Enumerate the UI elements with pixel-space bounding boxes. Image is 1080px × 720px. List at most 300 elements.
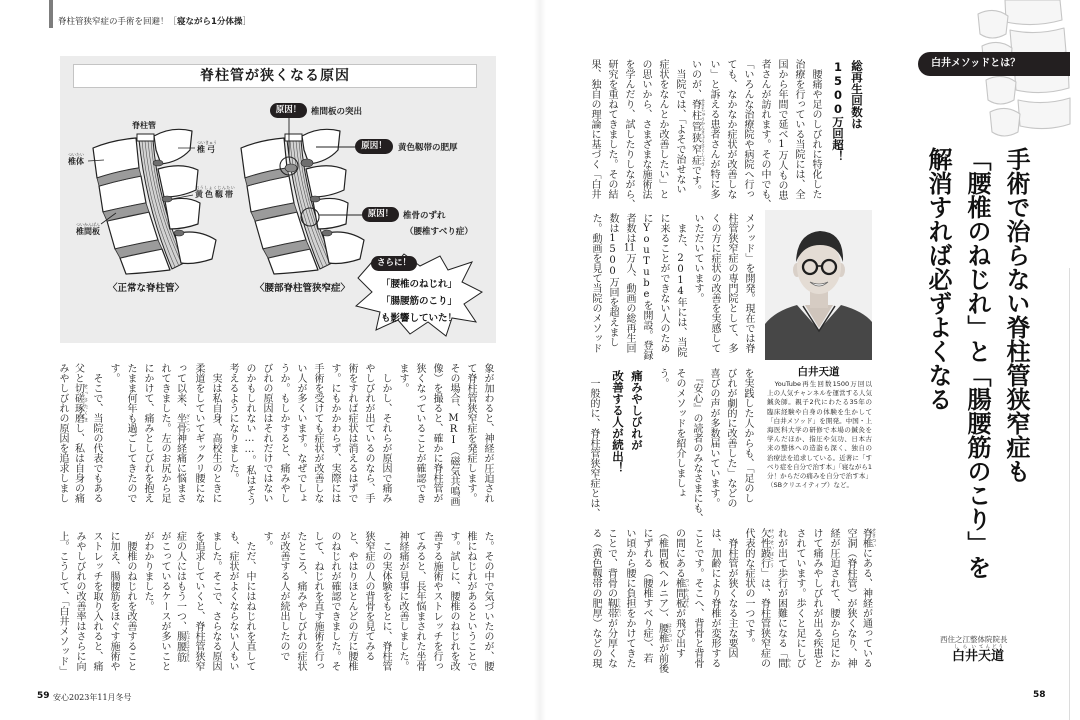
text-run: を学んだり、試したりしながら、: [623, 59, 634, 209]
text-column: [377, 531, 394, 681]
ruby-base: 脊椎: [860, 528, 872, 548]
profile-name: 白井天道: [797, 366, 840, 378]
heading-line: [847, 60, 866, 200]
text-run: 象が加わると、神経が圧迫され: [482, 363, 493, 503]
label-yellow-ligament: [195, 185, 235, 200]
cause-disc-protrusion: 椎間板の突出: [311, 107, 363, 117]
text-column: [637, 59, 654, 204]
text-run: た。その中で気づいたのが、腰: [482, 531, 493, 671]
text-run: の間にある: [673, 528, 685, 578]
text-run: ました。そこで、さらなる原因: [210, 531, 221, 671]
text-run: 改善する人が続出！: [611, 370, 625, 474]
body-text-tier: [54, 363, 496, 513]
heading-line: [828, 60, 847, 200]
running-header-bar: [49, 0, 53, 28]
name-reading: しらい: [952, 645, 978, 650]
text-column: [360, 531, 377, 681]
text-run: が飛び出す: [673, 608, 685, 658]
text-run: 腰椎のねじれを改善すること: [125, 531, 136, 671]
disc-protrusion: [285, 164, 297, 172]
label-text: 黄色靱帯: [195, 190, 235, 199]
ruby-word: [72, 383, 88, 423]
text-column: [774, 528, 791, 688]
text-column: [621, 213, 638, 353]
bio-line: [767, 444, 872, 453]
text-column: [671, 368, 688, 518]
text-run: す。: [261, 531, 272, 551]
text-run: 数は1500万回を超えまし: [607, 213, 618, 347]
text-column: [241, 363, 258, 513]
text-run: にある、神経が通っている: [860, 548, 872, 668]
text-column: [705, 368, 722, 518]
text-run: 上の人気チャンネルを運営する人気: [767, 389, 872, 398]
text-column: [88, 363, 105, 513]
text-run: 父と: [72, 363, 84, 383]
text-run: 上。こうして、「白井メソッド」: [57, 531, 68, 676]
text-column: [190, 531, 207, 681]
ruby-reading: じんたい: [616, 598, 621, 618]
label-reading: ついかんばん: [76, 222, 100, 227]
more-badge: さらに！: [371, 256, 417, 271]
text-column: [292, 363, 309, 513]
text-run: 経が圧迫されて、腰から足にか: [828, 528, 839, 668]
text-column: [156, 363, 173, 513]
text-column: [825, 528, 842, 688]
running-header: [58, 17, 251, 28]
text-run: その場合、MRI（磁気共鳴画: [448, 363, 459, 506]
text-run: 脊柱管が狭くなる主な要因: [726, 528, 737, 658]
upright-number: 11: [624, 243, 635, 253]
text-column: [479, 531, 496, 681]
text-column: [258, 363, 275, 513]
text-run: みやしびれの原因を追求しまし: [57, 363, 68, 503]
ruby-base: 欠性跛行: [758, 528, 770, 568]
text-column: [224, 363, 241, 513]
text-column: [360, 363, 377, 513]
text-column: [326, 363, 343, 513]
bracket-close: ］: [242, 17, 251, 27]
text-column: [394, 363, 411, 513]
text-run: 治療を行っている当院には、全: [793, 59, 804, 199]
title-line: [957, 147, 996, 587]
text-column: [621, 528, 638, 688]
text-column: [343, 531, 360, 681]
text-run: くの方に症状の改善を実感して: [709, 213, 720, 353]
section-tag: 白井メソッドとは？: [918, 52, 1070, 76]
text-run: ことです。そこへ、背骨と背骨: [692, 528, 703, 668]
text-run: しかし、それらが原因で痛み: [380, 363, 391, 503]
text-column: [309, 363, 326, 513]
burst-text-line: も影響していた！: [380, 313, 457, 324]
text-column: [672, 528, 689, 688]
section-heading: [828, 60, 866, 200]
text-run: い頃から腰に負担をかけてきた: [624, 528, 635, 668]
text-run: す。試しに、腰椎のねじれを改: [448, 531, 459, 671]
text-column: [604, 528, 621, 688]
text-run: そこで、当院の代表でもある: [91, 363, 102, 503]
text-column: [603, 59, 620, 204]
label-text: 椎体: [68, 157, 84, 166]
text-run: うか。もしかすると、痛みやし: [278, 363, 289, 503]
ruby-base: 腰椎: [656, 623, 668, 643]
name-reading: てんどう: [978, 645, 1005, 650]
text-run: たところ、痛みやしびれの症状: [295, 531, 306, 671]
text-column: [688, 368, 705, 523]
ruby-reading: けつせいはこう: [769, 528, 774, 568]
text-column: [275, 531, 292, 681]
text-run: 喜びの声が多数届いています。: [708, 368, 719, 508]
text-run: （SBクリエイティブ）など。: [767, 481, 854, 490]
text-run: また、2014年には、当院: [675, 213, 686, 357]
text-column: [139, 363, 156, 513]
text-column: [756, 59, 773, 209]
ruby-word: [605, 598, 621, 618]
text-run: 善する施術やストレッチを行っ: [431, 531, 442, 671]
text-column: [71, 531, 88, 681]
text-column: [672, 213, 689, 357]
text-column: [411, 531, 428, 681]
label-intervertebral-disc: [76, 222, 100, 237]
bio-line: [767, 398, 872, 407]
ruby-base: 腸腰筋: [174, 630, 186, 663]
text-run: 臨床経験や自身の体験を生かして: [767, 407, 872, 416]
text-run: 万人、動画の総再生回: [624, 253, 635, 353]
text-column: [723, 213, 740, 353]
ruby-word: [860, 528, 876, 548]
cause-badge: 原因！: [355, 139, 393, 154]
text-run: を追求していくと、脊柱管狭窄: [193, 531, 204, 671]
text-run: 実は私自身、高校生のときに: [210, 363, 221, 503]
body-text-tier: [654, 368, 756, 523]
text-run: 神経痛が見事に改善しました。: [397, 531, 408, 671]
text-column: [275, 363, 292, 513]
text-run: いただいています。: [692, 213, 703, 303]
text-column: [54, 363, 71, 513]
text-run: みやしびれの改善率はさらに向: [74, 531, 85, 671]
byline-role: 西住之江整体院院長: [940, 635, 1008, 644]
ruby-reading: せきちゅうかんきょうさくしょう: [700, 98, 705, 166]
text-column: [842, 528, 859, 688]
text-run: びれが劇的に改善した」などの: [725, 368, 736, 508]
text-column: [688, 59, 705, 204]
page-gutter: [534, 0, 546, 720]
text-column: [224, 531, 241, 681]
ruby-reading: せきつい: [871, 528, 876, 548]
text-run: YouTube再生回数1500万回以: [767, 380, 872, 388]
ruby-word: [174, 413, 190, 433]
text-column: [604, 213, 621, 348]
label-reading: おうしょくじんたい: [195, 185, 235, 190]
text-column: [705, 59, 722, 204]
text-run: メソッド」を開発。現在では脊: [743, 213, 754, 353]
text-run: 分！からだの痛みを自分で治す本」: [767, 472, 872, 481]
text-run: がわかりました。: [142, 531, 153, 611]
thickened-ligament: [301, 159, 313, 167]
text-column: [585, 368, 602, 518]
ruby-base: 間: [775, 658, 787, 668]
ruby-word: [174, 630, 190, 663]
text-run: 神経痛に悩まさ: [174, 433, 186, 503]
page-number-right: 58: [1033, 690, 1046, 700]
text-run: にずれる（腰椎すべり症）、若: [641, 528, 652, 663]
text-run: 椎にねじれがあるということで: [465, 531, 476, 671]
text-column: [740, 213, 757, 353]
text-run: に来ることができない人のため: [658, 213, 669, 353]
issue-label: 安心2023年11月冬号: [53, 693, 132, 702]
section-heading: [608, 370, 646, 510]
caption-stenosis-spine: 〈腰部脊柱管狭窄症〉: [255, 283, 351, 294]
text-run: のねじれが確認できました。そ: [329, 531, 340, 671]
title-line: [918, 147, 957, 587]
text-run: い人が多くいます。なぜでしょ: [295, 363, 306, 503]
text-run: 解消すれば必ずよくなる: [924, 147, 952, 411]
text-column: [740, 528, 757, 688]
text-run: て脊柱管狭窄症を発症します。: [465, 363, 476, 503]
article-title: [918, 147, 1035, 587]
text-run: この実体験をもとに、脊柱管: [380, 531, 391, 671]
text-run: 狭窄症の人の背骨を見てみる: [363, 531, 374, 661]
cause-badge: 原因！: [362, 207, 399, 222]
text-run: 症の人にはもう一つ、: [174, 531, 186, 631]
text-run: 研究を重ねてきました。その結: [606, 59, 617, 199]
text-column: [689, 213, 706, 348]
running-header-emphasis: 寝ながら1分体操: [177, 17, 243, 27]
running-header-title: 脊柱管狭窄症の手術を回避！: [58, 17, 169, 27]
text-column: [173, 531, 190, 681]
name-part: 天道: [978, 649, 1005, 664]
text-run: 狭くなっていることが確認でき: [414, 363, 425, 503]
text-column: [207, 531, 224, 681]
ruby-word: [656, 623, 672, 643]
body-text-tier: [585, 368, 602, 518]
text-run: す。にもかかわらず、実際には: [329, 363, 340, 503]
text-column: [428, 363, 445, 513]
text-column: [122, 363, 139, 513]
text-run: 海医科大学の研修で本場の鍼灸を: [767, 426, 872, 435]
text-run: 総再生回数は: [850, 60, 864, 129]
text-run: ことで、背骨の: [605, 528, 617, 598]
text-run: べり症を自分で治す本」「寝ながら1: [767, 462, 872, 471]
text-run: す。: [108, 363, 119, 383]
text-run: 手術を受けても症状が改善しな: [312, 363, 323, 503]
text-column: [654, 59, 671, 204]
text-column: [411, 363, 428, 513]
text-column: [54, 531, 71, 681]
text-column: [394, 531, 411, 681]
text-column: [706, 213, 723, 353]
text-column: [791, 528, 808, 688]
text-run: やしびれが出ているのなら、手: [363, 363, 374, 503]
text-column: [207, 363, 224, 513]
text-run: に加え、腸腰筋をほぐす施術や: [108, 531, 119, 671]
text-run: 鍼灸師。親子2代にわたる35年の: [767, 398, 872, 407]
page-number-left: 59: [37, 691, 50, 701]
text-run: 手術で治らない脊柱管狭窄症も: [1002, 147, 1030, 483]
cause-vertebral-slip: 椎骨のずれ: [403, 211, 446, 221]
text-column: [722, 368, 739, 518]
text-column: [139, 531, 156, 681]
text-run: が改善する人が続出したので: [278, 531, 289, 661]
burst-text-line: 「腸腰筋のこり」: [380, 296, 457, 307]
text-column: [655, 528, 672, 688]
text-run: です。: [689, 165, 701, 196]
text-column: [807, 59, 824, 204]
text-run: ストレッチを取り入れると、痛: [91, 531, 102, 671]
label-vertebral-body: [68, 152, 84, 167]
text-column: [655, 213, 672, 353]
text-run: いのが、: [689, 59, 701, 99]
text-run: が前後: [656, 643, 668, 673]
text-column: [859, 528, 876, 688]
text-run: 痛みやしびれが: [630, 370, 644, 451]
text-run: そのメソッドを紹介しましょ: [674, 368, 685, 498]
text-run: びれの原因はそれだけではない: [261, 363, 272, 503]
text-run: にかけて、痛みとしびれを抱え: [142, 363, 153, 503]
text-column: [377, 363, 394, 513]
ruby-word: [689, 98, 705, 166]
text-column: [445, 531, 462, 681]
text-column: [122, 531, 139, 681]
text-run: にYouTubeを開設。登録: [641, 213, 652, 360]
ruby-base: 坐骨: [174, 413, 186, 433]
text-column: [343, 363, 360, 513]
text-column: [445, 363, 462, 513]
text-column: [173, 363, 190, 513]
cause-vertebral-slip-note: （腰椎すべり症）: [405, 227, 473, 237]
text-column: [620, 59, 637, 209]
text-run: た。動画を見て当院のメソッド: [590, 213, 601, 353]
ruby-base: 靱帯: [605, 598, 617, 618]
page-edge-line: [1069, 268, 1070, 720]
heading-line: [608, 370, 627, 510]
text-run: 『安心』の読者のみなさまにも、: [691, 368, 702, 523]
label-text: 椎間板: [76, 227, 100, 236]
text-column: [258, 531, 275, 681]
cause-ligament-thickening: 黄色靱帯の肥厚: [398, 143, 458, 153]
text-run: てみると、長年悩まされた坐骨: [414, 531, 425, 671]
text-column: [105, 363, 122, 513]
text-column: [292, 531, 309, 681]
text-run: も、症状がよくならない人もい: [227, 531, 238, 671]
text-run: がこっているケースが多いこと: [159, 531, 170, 671]
ruby-base: 脊柱管狭窄症: [689, 98, 701, 166]
text-run: 「腰椎のねじれ」と「腸腰筋のこり」を: [963, 147, 991, 579]
body-text-tier: [587, 528, 876, 688]
ruby-base: 切磋琢磨: [72, 383, 84, 423]
text-run: って以来、: [174, 363, 186, 413]
text-column: [808, 528, 825, 688]
bio-line: [767, 408, 872, 417]
ruby-reading: ようつい: [667, 623, 672, 643]
text-run: 果、独自の理論に基づく「白井: [589, 59, 600, 199]
text-run: 「いろんな治療院や病院へ行っ: [742, 59, 753, 199]
text-column: [739, 59, 756, 204]
text-column: [586, 59, 603, 204]
label-vertebral-arch: [197, 140, 217, 155]
ruby-reading: かん: [786, 658, 791, 668]
bio-line: [767, 481, 872, 490]
profile-bio: [767, 380, 872, 490]
text-run: れてきました。左のお尻から足: [159, 363, 170, 503]
text-column: [428, 531, 445, 681]
text-column: [587, 213, 604, 353]
title-line: [996, 147, 1035, 587]
text-column: [88, 531, 105, 681]
text-run: い」と訴える患者さんが特に多: [708, 59, 719, 199]
label-text: 椎弓: [197, 145, 217, 154]
text-run: 当院では、「よそで治せない: [674, 59, 685, 194]
text-run: のかもしれない……。私はそう: [244, 363, 255, 505]
bio-line: [767, 417, 872, 426]
author-photo: [765, 210, 872, 360]
ruby-reading: ちょうようきん: [185, 630, 190, 663]
text-column: [689, 528, 706, 688]
text-column: [309, 531, 326, 681]
text-run: 像）を撮ると、確かに脊柱管が: [431, 363, 442, 503]
text-run: う。: [657, 368, 668, 388]
text-run: と、やはりほとんどの方に腰椎: [346, 531, 357, 671]
text-column: [462, 531, 479, 681]
text-column: [71, 363, 88, 513]
text-run: の思いから、さまざまな施術法: [640, 59, 651, 199]
ruby-reading: ざこつ: [185, 413, 190, 433]
text-column: [671, 59, 688, 204]
bio-line: [767, 454, 872, 463]
text-run: が分厚くな: [605, 618, 617, 668]
text-run: 代表的な症状の一つです。: [743, 528, 754, 648]
text-column: [587, 528, 604, 688]
text-run: 術をすれば症状は消えるはずで: [346, 363, 357, 503]
text-run: されています。歩くと足にしび: [794, 528, 805, 668]
text-run: 者さんが訪れます。その中でも、: [759, 59, 770, 209]
text-column: [790, 59, 807, 204]
text-run: を実践した人からも、「足のし: [742, 368, 753, 503]
text-run: （椎間板ヘルニア）、: [656, 528, 668, 623]
name-part: 白井: [952, 649, 979, 664]
text-run: 治療法を追求している。近著に「す: [767, 453, 872, 462]
text-run: ただ、中にはねじれを直して: [244, 531, 255, 671]
bracket-open: ［: [168, 17, 178, 27]
text-run: 学んだほか、指圧や気功、日本古: [767, 435, 872, 444]
text-run: ます。: [397, 363, 408, 393]
text-run: 症状をなんとか改善したい」と: [657, 59, 668, 199]
text-column: [773, 59, 790, 204]
ruby-word: [758, 528, 774, 568]
bio-line: [767, 426, 872, 435]
text-column: [706, 528, 723, 688]
text-column: [105, 531, 122, 681]
text-run: し、私は自身の痛: [72, 423, 84, 503]
bio-line: [767, 380, 872, 389]
text-run: は、加齢により脊椎が変形する: [709, 528, 720, 668]
diagram-title: 脊柱管が狭くなる原因: [73, 64, 477, 88]
text-run: けて痛みやしびれが出る疾患と: [811, 528, 822, 668]
text-run: 柔道をしていてギックリ腰にな: [193, 363, 204, 503]
text-run: たまま何年も過ごしてきたので: [125, 363, 136, 503]
ruby-base: 椎間板: [673, 578, 685, 608]
ruby-reading: せっさたくま: [83, 383, 88, 423]
text-run: 柱管狭窄症の専門院として、多: [726, 213, 737, 353]
body-text-tier: [587, 213, 757, 360]
bio-line: [767, 472, 872, 481]
text-column: [739, 368, 756, 518]
heading-line: [627, 370, 646, 510]
text-run: 腰痛や足のしびれに特化した: [810, 59, 821, 199]
text-run: 1500万回超！: [831, 60, 845, 162]
text-run: 者数は: [624, 213, 635, 243]
text-run: 「白井メソッド」を開発。中国・上: [767, 416, 872, 425]
burst-text-line: 「腰椎のねじれ」: [380, 279, 457, 290]
